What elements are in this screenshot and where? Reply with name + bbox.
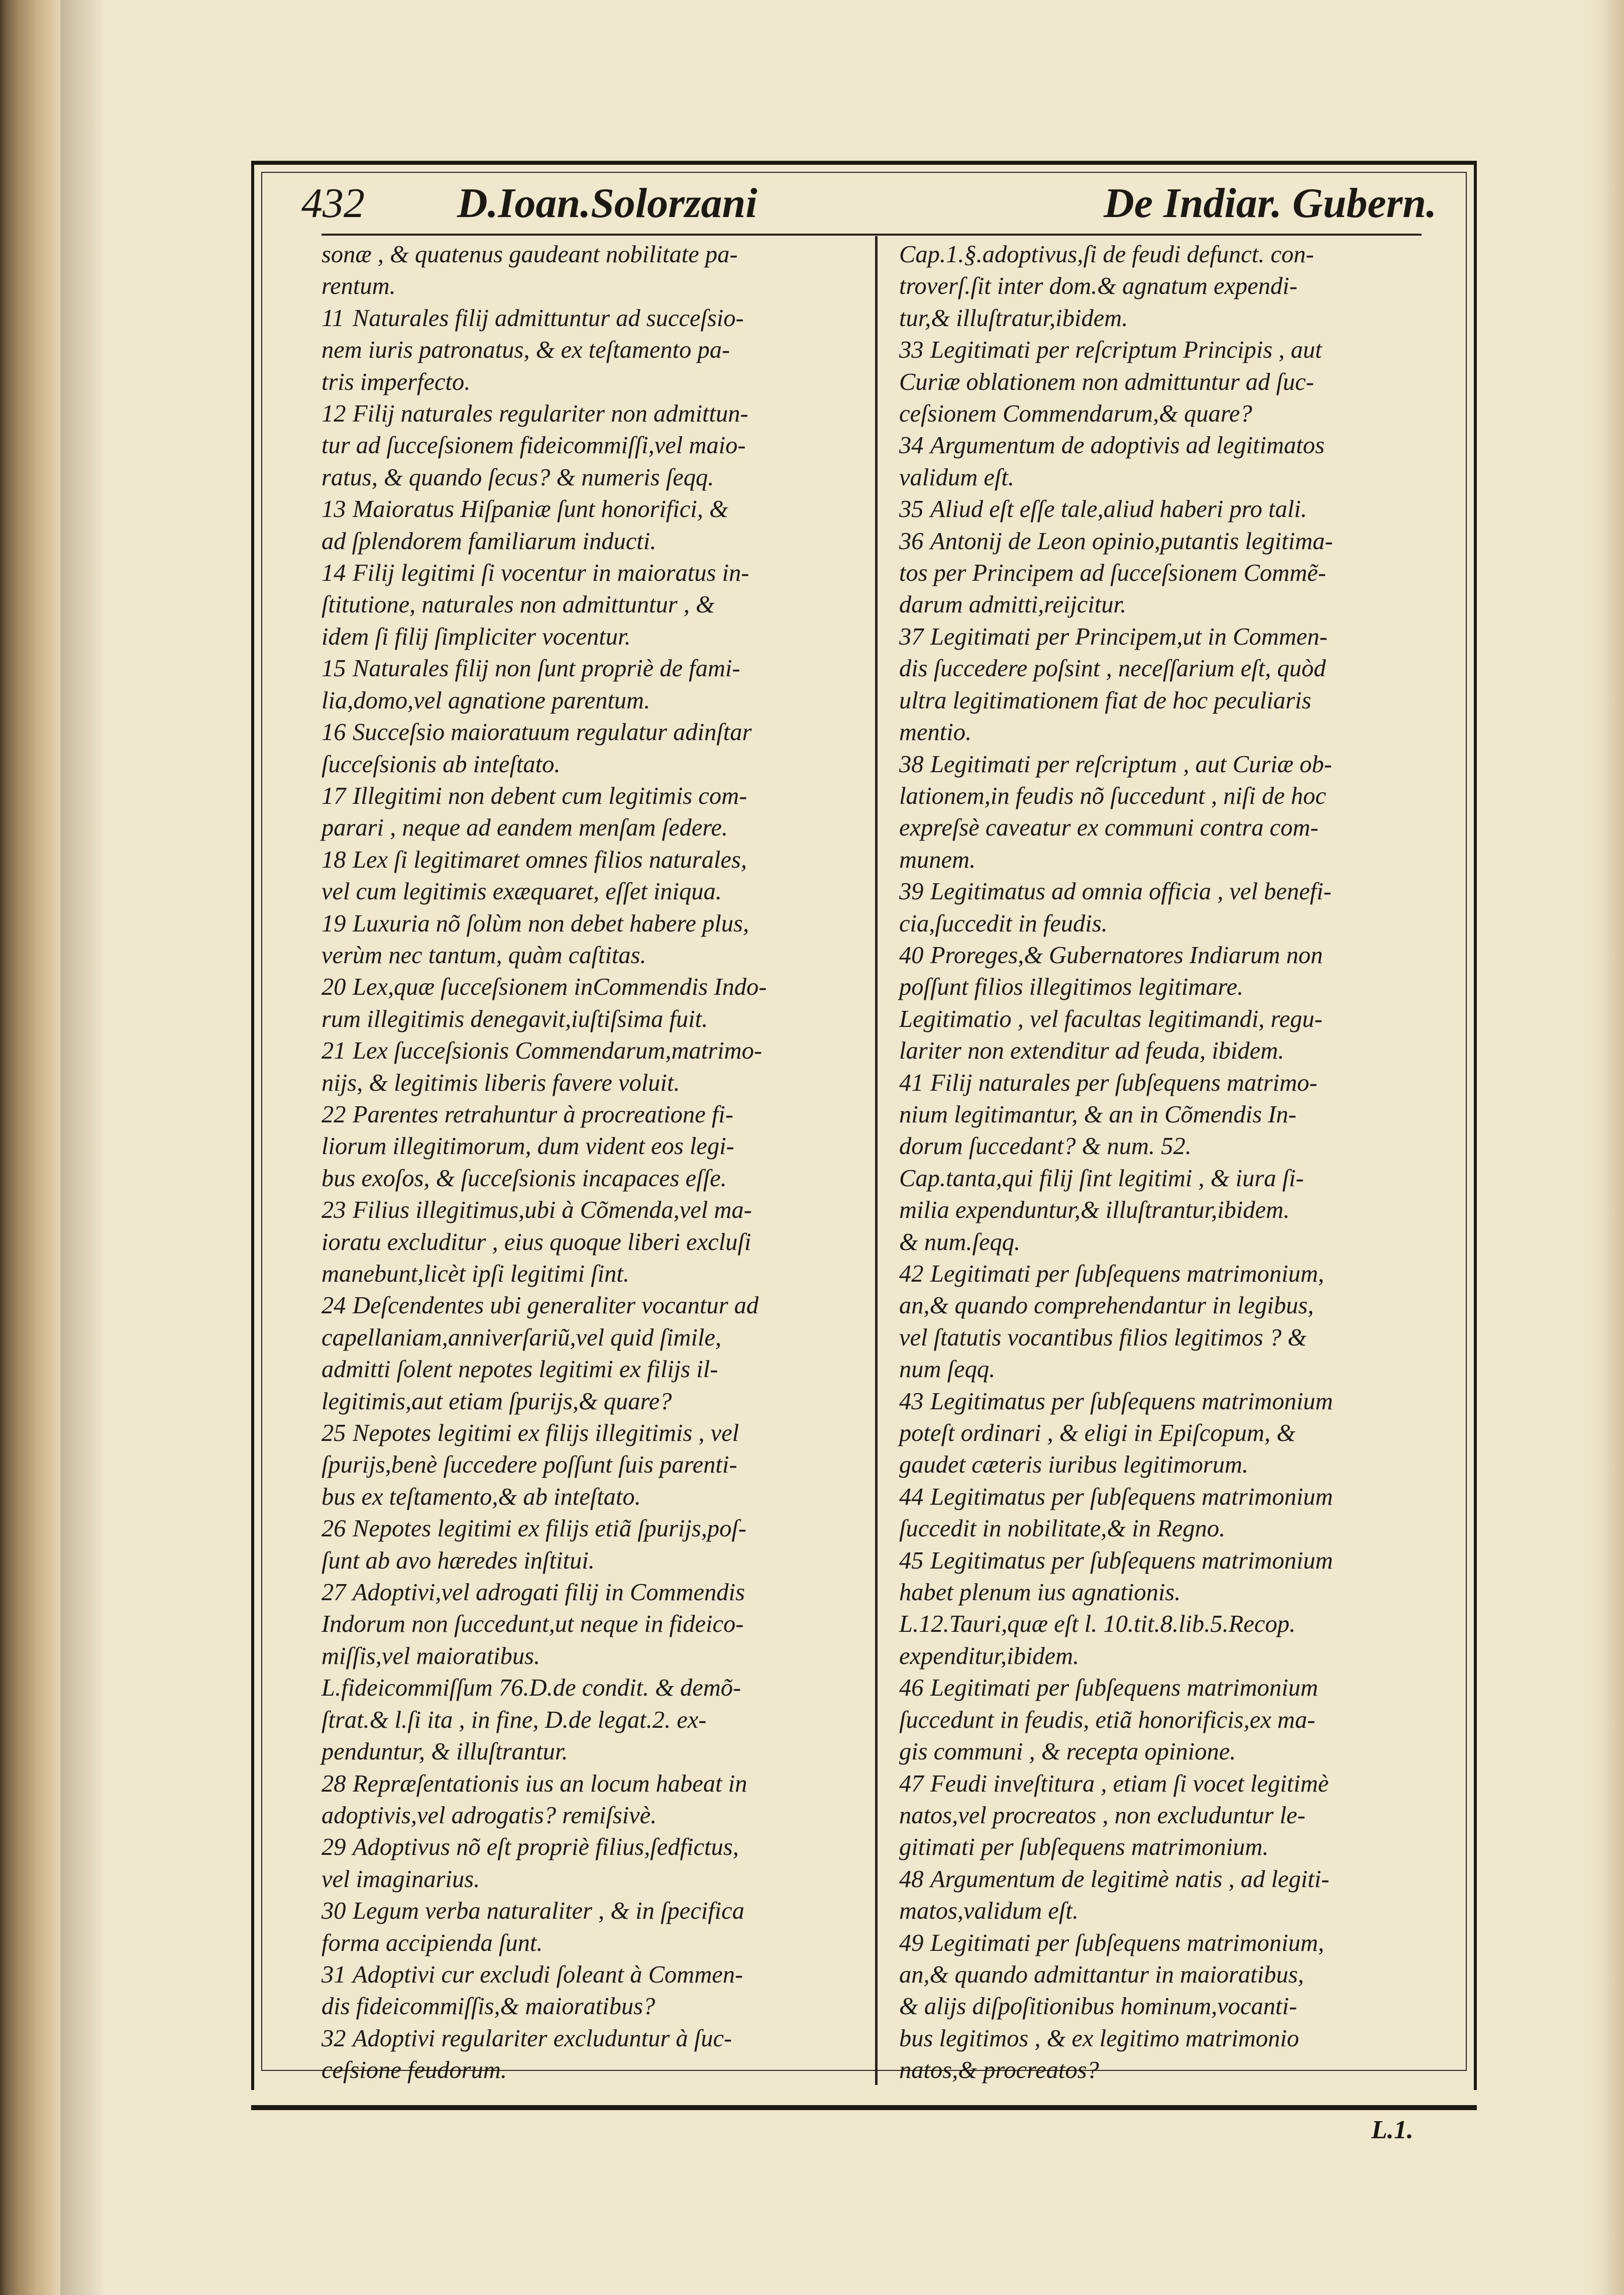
entry-line: gitimati per ſubſequens matrimonium. (899, 1834, 1269, 1861)
entry-number: 46 (899, 1675, 924, 1702)
book-spine (0, 0, 60, 2295)
entry-line: forma accipienda ſunt. (321, 1929, 543, 1956)
entry-line: dorum ſuccedant? & num. 52. (899, 1133, 1192, 1160)
entry-line: & alijs diſpoſitionibus hominum,vocanti- (899, 1993, 1297, 2020)
entry-line: matos,validum eſt. (899, 1898, 1078, 1925)
entry-line: darum admitti,reijcitur. (899, 591, 1127, 618)
entry-number: 11 (321, 304, 344, 332)
entry-line: Legitimatio , vel facultas legitimandi, regu- (899, 1005, 1323, 1032)
entry-line: Legitimatus per ſubſequens matrimonium (930, 1547, 1333, 1574)
entry-number: 34 (899, 432, 924, 459)
entry-line: ſuccedunt in feudis, etiã honorificis,ex ma- (899, 1706, 1316, 1733)
entry-line: rum illegitimis denegavit,iuſtiſsima fuit. (321, 1005, 708, 1032)
summary-entry (899, 1672, 1454, 1767)
entry-number: 19 (321, 910, 346, 937)
entry-line: vel cum legitimis exæquaret, eſſet iniqua. (321, 878, 722, 905)
summary-entry (899, 526, 1454, 621)
entry-number: 24 (321, 1292, 346, 1319)
header-rule (321, 234, 1422, 236)
entry-line: Naturales filij non ſunt propriè de fami- (353, 655, 740, 682)
entry-line: adoptivis,vel adrogatis? remiſsivè. (321, 1802, 657, 1829)
entry-line: munem. (899, 846, 976, 873)
entry-line: Cap.tanta,qui filij ſint legitimi , & iura ſi- (899, 1165, 1304, 1192)
entry-line: Legitimati per ſubſequens matrimonium (930, 1675, 1318, 1702)
entry-line: Nepotes legitimi ex filijs illegitimis , vel (353, 1420, 739, 1447)
entry-line: bus exoſos, & ſucceſsionis incapaces eſſe. (321, 1165, 727, 1192)
entry-line: idem ſi filij ſimpliciter vocentur. (321, 623, 631, 650)
entry-line: Legum verba naturaliter , & in ſpecifica (353, 1898, 744, 1925)
entry-number: 26 (321, 1515, 346, 1542)
summary-entry (321, 1194, 864, 1290)
summary-entry (321, 2023, 864, 2087)
entry-line: Legitimati per Principem,ut in Commen- (930, 623, 1328, 650)
summary-entry (899, 1163, 1454, 1258)
entry-line: natos,vel procreatos , non excluduntur le- (899, 1802, 1306, 1829)
entry-line: ratus, & quando ſecus? & numeris ſeqq. (321, 464, 714, 491)
summary-entry (899, 1863, 1454, 1927)
summary-entry (321, 780, 864, 844)
entry-number: 23 (321, 1197, 346, 1224)
summary-entry (321, 1577, 864, 1672)
entry-line: ſucceſsionis ab inteſtato. (321, 751, 561, 778)
entry-number: 16 (321, 719, 346, 746)
bottom-rule (251, 2105, 1477, 2110)
entry-line: validum eſt. (899, 464, 1014, 491)
entry-line: verùm nec tantum, quàm caſtitas. (321, 942, 646, 969)
entry-number: 41 (899, 1069, 924, 1096)
summary-entry (899, 621, 1454, 749)
entry-line: rentum. (321, 273, 396, 300)
entry-line: ſpurijs,benè ſuccedere poſſunt ſuis parenti- (321, 1451, 737, 1479)
entry-line: Indorum non ſuccedunt,ut neque in fideico- (321, 1611, 744, 1638)
entry-line: ceſsione feudorum. (321, 2057, 507, 2084)
summary-entry (321, 1035, 864, 1099)
summary-entry (321, 1831, 864, 1895)
entry-line: Antonij de Leon opinio,putantis legitima- (930, 528, 1333, 555)
summary-entry (899, 876, 1454, 940)
summary-entry (899, 940, 1454, 1003)
summary-entry (899, 334, 1454, 430)
summary-entry (321, 1895, 864, 1959)
entry-number: 14 (321, 560, 346, 587)
entry-line: Filij naturales per ſubſequens matrimo- (930, 1069, 1318, 1096)
entry-line: Feudi inveſtitura , etiam ſi vocet legitimè (930, 1770, 1329, 1797)
entry-number: 17 (321, 782, 346, 809)
summary-entry (899, 1545, 1454, 1609)
gutter-shadow (60, 0, 105, 2295)
entry-line: Adoptivus nõ eſt propriè filius,ſedfictus, (353, 1834, 739, 1861)
entry-line: ſtitutione, naturales non admittuntur , & (321, 591, 715, 618)
summary-entry (321, 1959, 864, 2023)
entry-line: Naturales filij admittuntur ad succeſsio- (353, 304, 744, 332)
header-title: De Indiar. Gubern. (1104, 180, 1437, 227)
entry-number: 49 (899, 1929, 924, 1956)
entry-line: nem iuris patronatus, & ex teſtamento pa- (321, 337, 730, 364)
entry-number: 44 (899, 1483, 924, 1510)
entry-line: tur ad ſucceſsionem fideicommiſſi,vel maio- (321, 432, 746, 459)
entry-line: Legitimati per reſcriptum Principis , aut (930, 337, 1322, 364)
entry-number: 40 (899, 942, 924, 969)
entry-line: lariter non extenditur ad feuda, ibidem. (899, 1037, 1284, 1065)
summary-entry (321, 844, 864, 908)
entry-line: Filij legitimi ſi vocentur in maioratus in- (353, 560, 749, 587)
summary-entry (321, 908, 864, 972)
column-divider (875, 236, 878, 2085)
page-number: 432 (301, 180, 365, 227)
entry-line: miſſis,vel maioratibus. (321, 1642, 540, 1670)
entry-line: Legitimati per reſcriptum , aut Curiæ ob- (930, 751, 1332, 778)
summary-entry (899, 430, 1454, 493)
entry-line: parari , neque ad eandem menſam ſedere. (321, 814, 728, 842)
entry-line: tris imperfecto. (321, 368, 471, 395)
entry-number: 29 (321, 1834, 346, 1861)
entry-line: natos,& procreatos? (899, 2057, 1099, 2084)
entry-line: ad ſplendorem familiarum inducti. (321, 528, 657, 555)
entry-line: nijs, & legitimis liberis favere voluit. (321, 1069, 680, 1096)
summary-entry (321, 1099, 864, 1194)
summary-entry (321, 1768, 864, 1832)
entry-line: num ſeqq. (899, 1356, 996, 1383)
entry-number: 13 (321, 496, 346, 523)
entry-line: Proreges,& Gubernatores Indiarum non (930, 942, 1323, 969)
entry-line: admitti ſolent nepotes legitimi ex filijs il- (321, 1356, 718, 1383)
entry-line: gis communi , & recepta opinione. (899, 1738, 1236, 1765)
entry-line: tur,& illuſtratur,ibidem. (899, 304, 1128, 332)
summary-column-left (321, 239, 864, 2087)
entry-line: manebunt,licèt ipſi legitimi ſint. (321, 1261, 629, 1287)
entry-line: Parentes retrahuntur à procreatione fi- (353, 1101, 733, 1128)
summary-entry (321, 1417, 864, 1513)
entry-number: 48 (899, 1865, 924, 1893)
summary-entry (899, 1927, 1454, 2087)
entry-number: 12 (321, 400, 346, 428)
entry-line: legitimis,aut etiam ſpurijs,& quare? (321, 1388, 672, 1415)
entry-line: milia expenduntur,& illuſtrantur,ibidem. (899, 1197, 1290, 1224)
entry-number: 43 (899, 1388, 924, 1415)
summary-entry (899, 1481, 1454, 1545)
entry-line: Lex ſucceſsionis Commendarum,matrimo- (353, 1037, 762, 1065)
entry-number: 42 (899, 1261, 924, 1287)
entry-line: penduntur, & illuſtrantur. (321, 1738, 568, 1765)
entry-line: expreſsè caveatur ex communi contra com- (899, 814, 1319, 842)
entry-line: gaudet cæteris iuribus legitimorum. (899, 1451, 1249, 1479)
entry-line: dis fideicommiſſis,& maioratibus? (321, 1993, 656, 2020)
entry-line: Legitimatus per ſubſequens matrimonium (930, 1388, 1333, 1415)
entry-line: bus legitimos , & ex legitimo matrimonio (899, 2025, 1300, 2052)
entry-line: an,& quando comprehendantur in legibus, (899, 1292, 1314, 1319)
entry-line: vel ſtatutis vocantibus filios legitimos ? & (899, 1324, 1307, 1351)
entry-line: poteſt ordinari , & eligi in Epiſcopum, & (899, 1420, 1295, 1447)
entry-line: Succeſsio maioratuum regulatur adinſtar (353, 719, 752, 746)
summary-entry (321, 493, 864, 557)
summary-entry (899, 1003, 1454, 1067)
entry-line: Aliud eſt eſſe tale,aliud haberi pro tali. (930, 496, 1307, 523)
summary-entry (321, 239, 864, 302)
header-author: D.Ioan.Solorzani (457, 180, 757, 227)
entry-number: 35 (899, 496, 924, 523)
summary-entry (321, 557, 864, 653)
entry-number: 32 (321, 2025, 346, 2052)
entry-line: Argumentum de legitimè natis , ad legiti- (930, 1865, 1330, 1893)
entry-number: 21 (321, 1037, 346, 1065)
summary-entry (899, 1608, 1454, 1672)
entry-number: 45 (899, 1547, 924, 1574)
entry-line: dis ſuccedere poſsint , neceſſarium eſt, quòd (899, 655, 1326, 682)
entry-line: ioratu excluditur , eius quoque liberi excluſi (321, 1228, 751, 1256)
entry-line: Filij naturales regulariter non admittun- (353, 400, 748, 428)
entry-line: Curiæ oblationem non admittuntur ad ſuc- (899, 368, 1314, 395)
entry-number: 38 (899, 751, 924, 778)
entry-line: ſtrat.& l.ſi ita , in fine, D.de legat.2. ex- (321, 1706, 707, 1733)
summary-entry (321, 302, 864, 398)
running-header (301, 173, 1437, 234)
summary-entry (321, 398, 864, 493)
page-edge (1589, 0, 1624, 2295)
entry-line: Filius illegitimus,ubi à Cõmenda,vel ma- (353, 1197, 752, 1224)
entry-number: 47 (899, 1770, 924, 1797)
summary-entry (899, 1067, 1454, 1163)
entry-number: 28 (321, 1770, 346, 1797)
entry-line: lationem,in feudis nõ ſuccedunt , niſi de hoc (899, 782, 1326, 809)
entry-number: 22 (321, 1101, 346, 1128)
entry-number: 27 (321, 1579, 346, 1606)
entry-number: 20 (321, 974, 346, 1001)
summary-entry (321, 716, 864, 780)
summary-entry (321, 1672, 864, 1767)
entry-number: 37 (899, 623, 924, 650)
entry-line: ceſsionem Commendarum,& quare? (899, 400, 1252, 428)
entry-line: Adoptivi regulariter excluduntur à ſuc- (353, 2025, 732, 2052)
entry-line: Legitimatus per ſubſequens matrimonium (930, 1483, 1333, 1510)
entry-line: Lex ſi legitimaret omnes filios naturales, (353, 846, 747, 873)
entry-line: expenditur,ibidem. (899, 1642, 1079, 1670)
catchword: L.1. (1371, 2116, 1414, 2144)
entry-line: ultra legitimationem fiat de hoc peculiaris (899, 687, 1312, 714)
summary-entry (899, 749, 1454, 876)
entry-number: 33 (899, 337, 924, 364)
entry-line: Repræſentationis ius an locum habeat in (353, 1770, 747, 1797)
summary-entry (899, 1258, 1454, 1386)
entry-number: 39 (899, 878, 924, 905)
entry-line: Illegitimi non debent cum legitimis com- (353, 782, 747, 809)
entry-line: L.12.Tauri,quæ eſt l. 10.tit.8.lib.5.Recop. (899, 1611, 1296, 1638)
entry-line: troverſ.ſit inter dom.& agnatum expendi- (899, 273, 1297, 300)
entry-line: ſunt ab avo hæredes inſtitui. (321, 1547, 595, 1574)
entry-line: capellaniam,anniverſariũ,vel quid ſimile, (321, 1324, 722, 1351)
entry-line: Legitimati per ſubſequens matrimonium, (930, 1929, 1325, 1956)
entry-line: lia,domo,vel agnatione parentum. (321, 687, 651, 714)
summary-entry (899, 239, 1454, 334)
entry-line: mentio. (899, 719, 972, 746)
summary-column-right (899, 239, 1454, 2087)
entry-line: nium legitimantur, & an in Cõmendis In- (899, 1101, 1296, 1128)
entry-line: Nepotes legitimi ex filijs etiã ſpurijs,poſ- (353, 1515, 747, 1542)
entry-line: Legitimati per ſubſequens matrimonium, (930, 1261, 1325, 1287)
entry-line: & num.ſeqq. (899, 1228, 1021, 1256)
entry-line: Adoptivi,vel adrogati filij in Commendis (353, 1579, 745, 1606)
entry-line: Deſcendentes ubi generaliter vocantur ad (353, 1292, 759, 1319)
entry-line: cia,ſuccedit in feudis. (899, 910, 1108, 937)
entry-line: Argumentum de adoptivis ad legitimatos (930, 432, 1325, 459)
summary-entry (321, 1513, 864, 1577)
summary-entry (321, 971, 864, 1035)
entry-number: 31 (321, 1961, 346, 1988)
entry-line: vel imaginarius. (321, 1865, 480, 1893)
entry-line: Legitimatus ad omnia officia , vel benefi- (930, 878, 1332, 905)
entry-line: an,& quando admittantur in maioratibus, (899, 1961, 1304, 1988)
entry-number: 30 (321, 1898, 346, 1925)
entry-line: liorum illegitimorum, dum vident eos legi- (321, 1133, 734, 1160)
entry-line: Cap.1.§.adoptivus,ſi de feudi defunct. con- (899, 241, 1314, 268)
entry-line: Adoptivi cur excludi ſoleant à Commen- (353, 1961, 743, 1988)
summary-entry (899, 1768, 1454, 1863)
entry-line: bus ex teſtamento,& ab inteſtato. (321, 1483, 641, 1510)
summary-entry (321, 1290, 864, 1417)
entry-line: Luxuria nõ ſolùm non debet habere plus, (353, 910, 749, 937)
summary-entry (899, 1386, 1454, 1481)
entry-number: 18 (321, 846, 346, 873)
entry-number: 25 (321, 1420, 346, 1447)
entry-line: Maioratus Hiſpaniæ ſunt honorifici, & (353, 496, 728, 523)
entry-line: L.fideicommiſſum 76.D.de condit. & demõ- (321, 1675, 741, 1702)
summary-entry (899, 493, 1454, 525)
entry-line: Lex,quæ ſucceſsionem inCommendis Indo- (353, 974, 767, 1001)
entry-line: ſuccedit in nobilitate,& in Regno. (899, 1515, 1226, 1542)
summary-entry (321, 653, 864, 716)
entry-number: 15 (321, 655, 346, 682)
entry-line: habet plenum ius agnationis. (899, 1579, 1181, 1606)
entry-line: tos per Principem ad ſucceſsionem Commẽ- (899, 560, 1326, 587)
entry-number: 36 (899, 528, 924, 555)
entry-line: poſſunt filios illegitimos legitimare. (899, 974, 1244, 1001)
entry-line: sonæ , & quatenus gaudeant nobilitate pa- (321, 241, 738, 268)
